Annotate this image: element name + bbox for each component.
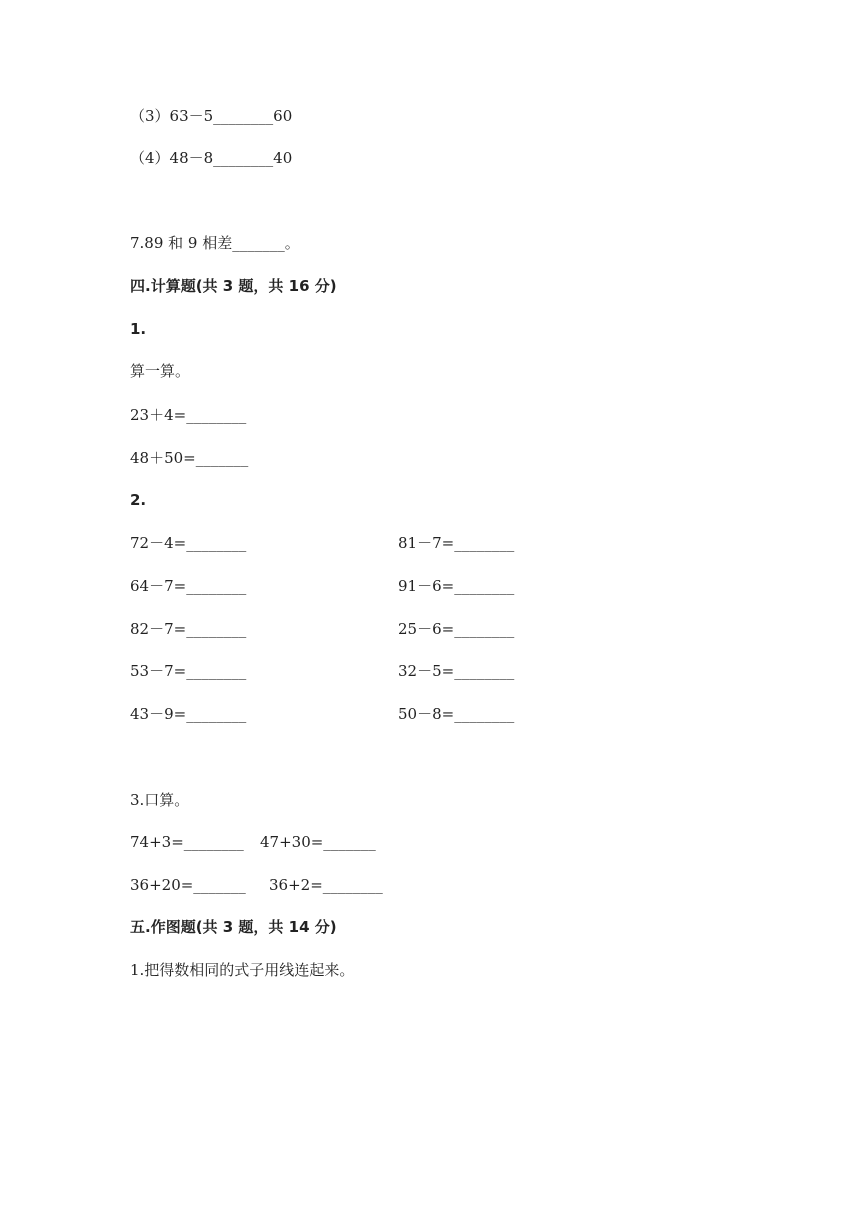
compare-item-4: （4）48－8________40 — [130, 149, 293, 167]
section-4-q2-left-4: 53－7=________ — [130, 662, 247, 680]
compare-item-3: （3）63－5________60 — [130, 107, 293, 125]
section-4-q2-number: 2. — [130, 491, 147, 509]
section-4-q3-row2-a: 36+20=_______ — [130, 876, 246, 894]
section-4-q2-right-3: 25－6=________ — [398, 620, 515, 638]
section-4-q2-right-2: 91－6=________ — [398, 577, 515, 595]
section-4-q2-left-3: 82－7=________ — [130, 620, 247, 638]
section-4-q2-right-1: 81－7=________ — [398, 534, 515, 552]
section-4-q2-left-1: 72－4=________ — [130, 534, 247, 552]
question-7: 7.89 和 9 相差_______。 — [130, 234, 300, 252]
section-4-q1-instruction: 算一算。 — [130, 362, 191, 380]
section-4-q1-item-2: 48＋50=_______ — [130, 449, 249, 467]
section-4-q1-item-1: 23＋4=________ — [130, 406, 247, 424]
section-4-q2-right-4: 32－5=________ — [398, 662, 515, 680]
section-5-heading: 五.作图题(共 3 题，共 14 分) — [130, 918, 337, 936]
section-4-q1-number: 1. — [130, 320, 147, 338]
section-4-heading: 四.计算题(共 3 题，共 16 分) — [130, 277, 337, 295]
section-4-q3-row1-a: 74+3=________ — [130, 833, 244, 851]
section-4-q2-left-5: 43－9=________ — [130, 705, 247, 723]
section-4-q3-title: 3.口算。 — [130, 791, 190, 809]
section-4-q2-left-2: 64－7=________ — [130, 577, 247, 595]
section-4-q3-row2-b: 36+2=________ — [269, 876, 383, 894]
section-4-q2-right-5: 50－8=________ — [398, 705, 515, 723]
section-4-q3-row1-b: 47+30=_______ — [260, 833, 376, 851]
section-5-q1: 1.把得数相同的式子用线连起来。 — [130, 961, 355, 979]
